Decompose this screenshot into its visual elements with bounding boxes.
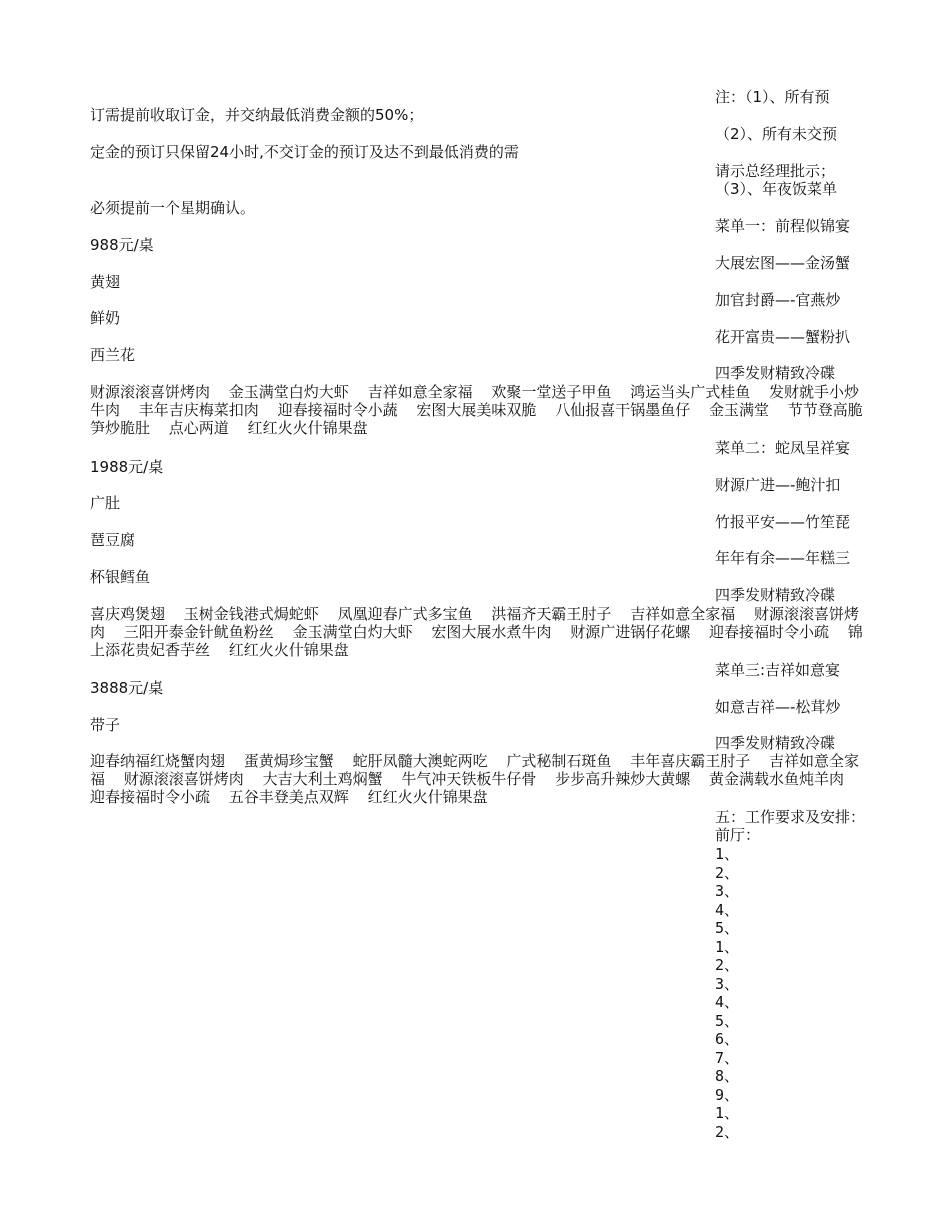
menu1-line: 加官封爵—-官燕炒 xyxy=(715,291,841,309)
dish-name: 丰年吉庆梅菜扣肉 xyxy=(138,401,259,419)
dish-name: 迎春接福时令小疏 xyxy=(708,623,829,641)
dish-name: 吉祥如意全家福 xyxy=(90,752,859,788)
dish-name: 广式秘制石斑鱼 xyxy=(506,752,612,770)
menu2-price: 1988元/桌 xyxy=(90,458,164,476)
dish-name: 节节登高脆笋炒脆肚 xyxy=(90,401,863,437)
dish-name: 五谷丰登美点双辉 xyxy=(228,788,349,806)
dish-name: 迎春接福时令小蔬 xyxy=(277,401,398,419)
list-number: 3、 xyxy=(715,974,740,993)
list-number: 5、 xyxy=(715,919,740,937)
menu1-price: 988元/桌 xyxy=(90,236,154,254)
numbered-list xyxy=(715,845,739,1141)
dish-name: 牛气冲天铁板牛仔骨 xyxy=(401,770,537,788)
menu2-dish-list xyxy=(90,605,865,659)
menu3-item: 带子 xyxy=(90,716,121,734)
dish-name: 三阳开泰金针鱿鱼粉丝 xyxy=(123,623,274,641)
dish-name: 红红火火什锦果盘 xyxy=(228,641,349,659)
list-number: 6、 xyxy=(715,1030,740,1048)
dish-name: 宏图大展美味双脆 xyxy=(416,401,537,419)
list-number: 1、 xyxy=(715,937,740,956)
dish-name: 吉祥如意全家福 xyxy=(367,383,473,401)
note-line-3: 请示总经理批示； xyxy=(715,162,836,180)
menu2-line: 年年有余——年糕三 xyxy=(715,549,851,567)
dish-name: 喜庆鸡煲翅 xyxy=(90,605,166,623)
dish-name: 迎春接福时令小疏 xyxy=(90,788,211,806)
dish-name: 红红火火什锦果盘 xyxy=(367,788,488,806)
dish-name: 财源滚滚喜饼烤肉 xyxy=(123,770,244,788)
menu2-line: 四季发财精致冷碟 xyxy=(715,586,836,604)
dish-name: 金玉满堂 xyxy=(708,401,769,419)
dish-name: 凤凰迎春广式多宝鱼 xyxy=(337,605,473,623)
confirm-week-line: 必须提前一个星期确认。 xyxy=(90,199,256,217)
list-number: 1、 xyxy=(715,845,740,863)
dish-name: 大吉大利土鸡焖蟹 xyxy=(262,770,383,788)
dish-name: 点心两道 xyxy=(168,419,229,437)
list-number: 8、 xyxy=(715,1067,740,1085)
dish-name: 黄金满载水鱼炖羊肉 xyxy=(708,770,844,788)
menu1-item: 鲜奶 xyxy=(90,309,121,327)
list-number: 2、 xyxy=(715,1122,740,1141)
dish-name: 发财就手小炒牛肉 xyxy=(90,383,859,419)
menu1-item: 西兰花 xyxy=(90,346,136,364)
dish-name: 欢聚一堂送子甲鱼 xyxy=(491,383,612,401)
deposit-notice-line: 订需提前收取订金，并交纳最低消费金额的50%； xyxy=(90,106,424,124)
dish-name: 红红火火什锦果盘 xyxy=(247,419,368,437)
menu1-title: 菜单一：前程似锦宴 xyxy=(715,217,851,235)
list-number: 4、 xyxy=(715,900,740,919)
dish-name: 吉祥如意全家福 xyxy=(630,605,736,623)
dish-name: 丰年喜庆霸王肘子 xyxy=(630,752,751,770)
menu2-line: 财源广进—-鲍汁扣 xyxy=(715,476,841,494)
list-number: 2、 xyxy=(715,863,740,882)
work-requirements-heading: 五：工作要求及安排： xyxy=(715,808,866,826)
front-hall-heading: 前厅： xyxy=(715,826,761,844)
dish-name: 步步高升辣炒大黄螺 xyxy=(555,770,691,788)
note-line-4: （3）、年夜饭菜单 xyxy=(715,180,838,198)
dish-name: 鸿运当头广式桂鱼 xyxy=(630,383,751,401)
dish-name: 蛋黄焗珍宝蟹 xyxy=(243,752,334,770)
menu1-dish-list xyxy=(90,383,865,437)
dish-name: 金玉满堂白灼大虾 xyxy=(292,623,413,641)
menu2-title: 菜单二：蛇凤呈祥宴 xyxy=(715,439,851,457)
menu1-line: 大展宏图——金汤蟹 xyxy=(715,254,851,272)
list-number: 5、 xyxy=(715,1011,740,1030)
dish-name: 迎春纳福红烧蟹肉翅 xyxy=(90,752,226,770)
dish-name: 锦上添花贵妃香芋丝 xyxy=(90,623,863,659)
note-line-2: （2）、所有未交预 xyxy=(715,125,838,143)
list-number: 2、 xyxy=(715,956,740,974)
menu1-line: 花开富贵——蟹粉扒 xyxy=(715,328,851,346)
menu2-item: 广肚 xyxy=(90,494,121,512)
menu3-dish-list xyxy=(90,752,865,806)
menu3-price: 3888元/桌 xyxy=(90,679,164,697)
dish-name: 洪福齐天霸王肘子 xyxy=(491,605,612,623)
dish-name: 财源滚滚喜饼烤肉 xyxy=(90,605,859,641)
dish-name: 玉树金钱港式焗蛇虾 xyxy=(183,605,319,623)
dish-name: 财源广进锅仔花螺 xyxy=(570,623,691,641)
list-number: 9、 xyxy=(715,1085,740,1104)
dish-name: 蛇肝凤髓大澳蛇两吃 xyxy=(352,752,488,770)
menu1-item: 黄翅 xyxy=(90,273,121,291)
menu3-title: 菜单三:吉祥如意宴 xyxy=(715,661,841,679)
list-number: 1、 xyxy=(715,1104,740,1122)
dish-name: 金玉满堂白灼大虾 xyxy=(228,383,349,401)
menu2-line: 竹报平安——竹笙琵 xyxy=(715,513,851,531)
menu3-line: 四季发财精致冷碟 xyxy=(715,734,836,752)
menu2-item: 琶豆腐 xyxy=(90,531,136,549)
note-line-1: 注：（1）、所有预 xyxy=(715,88,830,106)
list-number: 3、 xyxy=(715,882,740,900)
menu2-item: 杯银鳕鱼 xyxy=(90,568,151,586)
dish-name: 八仙报喜干锅墨鱼仔 xyxy=(555,401,691,419)
dish-name: 宏图大展水煮牛肉 xyxy=(431,623,552,641)
list-number: 4、 xyxy=(715,993,740,1011)
dish-name: 财源滚滚喜饼烤肉 xyxy=(90,383,211,401)
deposit-validity-line: 定金的预订只保留24小时,不交订金的预订及达不到最低消费的需 xyxy=(90,143,519,161)
menu1-line: 四季发财精致冷碟 xyxy=(715,364,836,382)
list-number: 7、 xyxy=(715,1048,740,1067)
menu3-line: 如意吉祥—-松茸炒 xyxy=(715,698,841,716)
